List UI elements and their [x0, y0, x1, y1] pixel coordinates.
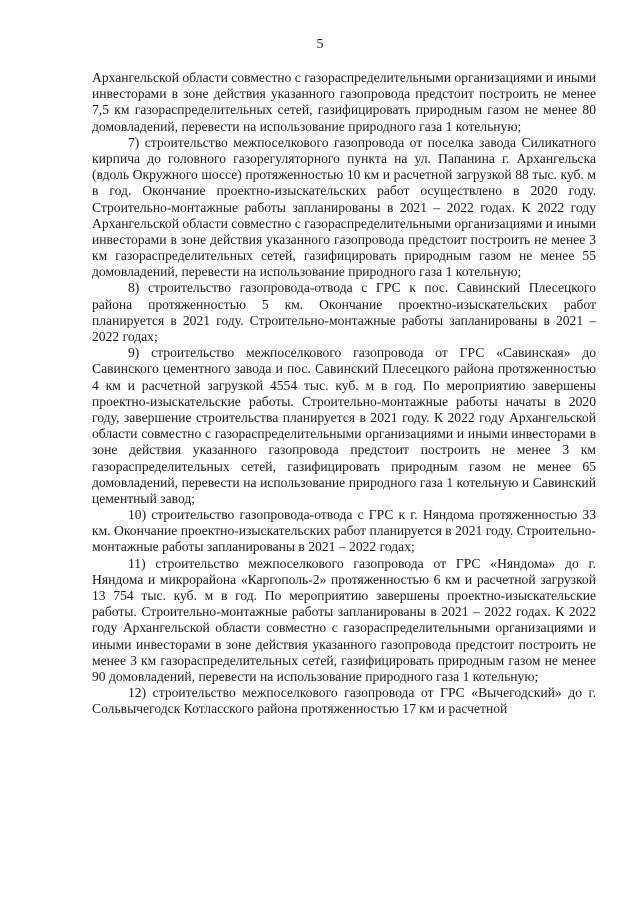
paragraph-item-9: 9) строительство межпоселкового газопровода от ГРС «Савинская» до Савинского цементного завода и пос. Савинский Плесецкого района протяженностью 4 км и расчетной загрузкой 4554 тыс. куб. м в год. По мероприятию завершены проектно-изыскательские работы. Строительно-монтажные работы начаты в 2020 году, завершение строительства планируется в 2021 году. К 2022 году Архангельской области совместно с газораспределительными организациями и иными инвесторами в зоне действия указанного газопровода предстоит построить не менее 3 км газораспределительных сетей, газифицировать природным газом не менее 65 домовладений, перевести на использование природного газа 1 котельную и Савинский цементный завод; [92, 345, 596, 506]
paragraph-item-11: 11) строительство межпоселкового газопровода от ГРС «Няндома» до г. Няндома и микрорайона «Каргополь-2» протяженностью 6 км и расчетной загрузкой 13 754 тыс. куб. м в год. По мероприятию завершены проектно-изыскательские работы. Строительно-монтажные работы запланированы в 2021 – 2022 годах. К 2022 году Архангельской области совместно с газораспределительными организациями и иными инвесторами в зоне действия указанного газопровода предстоит построить не менее 3 км газораспределительных сетей, газифицировать природным газом не менее 90 домовладений, перевести на использование природного газа 1 котельную; [92, 555, 596, 684]
paragraph-continuation: Архангельской области совместно с газораспределительными организациями и иными инвесторами в зоне действия указанного газопровода предстоит построить не менее 7,5 км газораспределительных сетей, газифицировать природным газом не менее 80 домовладений, перевести на использование природного газа 1 котельную; [92, 70, 596, 134]
paragraph-item-8: 8) строительство газопровода-отвода с ГРС к пос. Савинский Плесецкого района протяженностью 5 км. Окончание проектно-изыскательских работ планируется в 2021 году. Строительно-монтажные работы запланированы в 2021 – 2022 годах; [92, 280, 596, 344]
page-number: 5 [316, 37, 324, 52]
paragraph-item-10: 10) строительство газопровода-отвода с ГРС к г. Няндома протяженностью 33 км. Окончание проектно-изыскательских работ планируется в 2021 году. Строительно-монтажные работы запланированы в 2021 – 2022 годах; [92, 507, 596, 555]
paragraph-item-12: 12) строительство межпоселкового газопровода от ГРС «Вычегодский» до г. Сольвычегодск Котласского района протяженностью 17 км и расчетной [92, 685, 596, 717]
paragraph-item-7: 7) строительство межпоселкового газопровода от поселка завода Силикатного кирпича до головного газорегуляторного пункта на ул. Папанина г. Архангельска (вдоль Окружного шоссе) протяженностью 10 км и расчетной загрузкой 88 тыс. куб. м в год. Окончание проектно-изыскательских работ осуществлено в 2020 году. Строительно-монтажные работы запланированы в 2021 – 2022 годах. К 2022 году Архангельской области совместно с газораспределительными организациями и иными инвесторами в зоне действия указанного газопровода предстоит построить не менее 3 км газораспределительных сетей, газифицировать природным газом не менее 55 домовладений, перевести на использование природного газа 1 котельную; [92, 134, 596, 280]
body-text [92, 70, 596, 718]
